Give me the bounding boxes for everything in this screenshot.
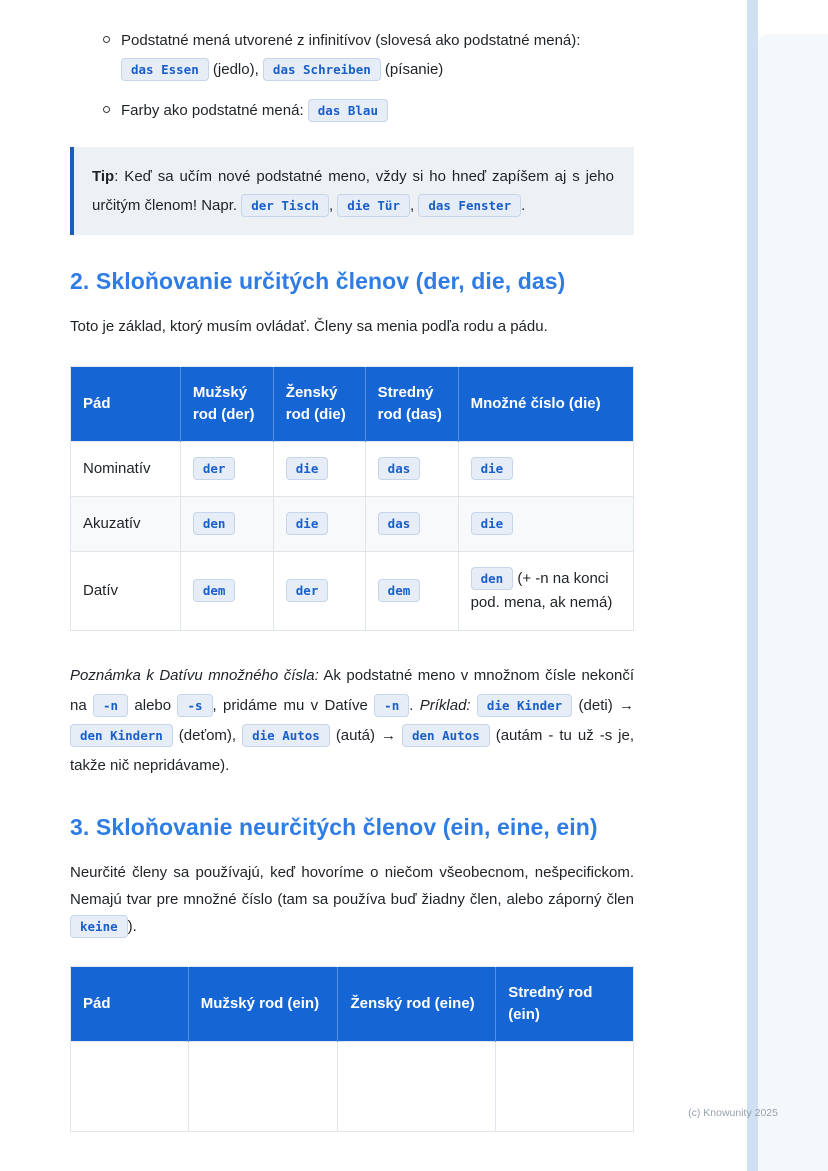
section-3-intro — [70, 859, 634, 940]
table-row-akuzativ — [71, 497, 634, 552]
list-item-text — [121, 32, 580, 78]
case-label-cell: Nominatív — [71, 442, 181, 497]
header-cell-feminine: Ženský rod (eine) — [338, 967, 496, 1042]
table-row-partial — [71, 1042, 634, 1132]
text-segment: (písanie) — [380, 61, 444, 78]
text-segment: alebo — [128, 697, 178, 714]
header-cell-pad: Pád — [71, 967, 189, 1042]
table-header-row — [71, 367, 634, 442]
article-cell — [180, 497, 273, 552]
indefinite-articles-table — [70, 966, 634, 1132]
text-segment: (autá) → — [329, 727, 402, 744]
text-segment: ). — [127, 918, 137, 935]
list-item-text — [121, 102, 388, 119]
inline-code-chip: das — [378, 457, 421, 480]
text-segment: , — [328, 197, 338, 214]
inline-code-chip: -n — [374, 694, 409, 717]
inline-code-chip: den — [193, 512, 236, 535]
text-segment: : Keď sa učím nové podstatné meno, vždy si ho hneď zapíšem aj s jeho určitým členom! Napr. — [92, 168, 614, 214]
inline-code-chip: den Kindern — [70, 724, 173, 747]
header-cell-masculine: Mužský rod (der) — [180, 367, 273, 442]
header-cell-feminine: Ženský rod (die) — [273, 367, 365, 442]
text-segment: Ak podstatné meno v množnom čísle nekončí na — [70, 667, 635, 714]
inline-code-chip: die Tür — [337, 194, 410, 217]
definite-articles-table — [70, 366, 634, 631]
text-segment: Farby ako podstatné mená: — [121, 102, 308, 119]
case-label-cell — [71, 1042, 189, 1132]
inline-code-chip: die Autos — [242, 724, 330, 747]
inline-code-chip: keine — [70, 915, 128, 938]
article-cell — [458, 442, 633, 497]
article-cell — [338, 1042, 496, 1132]
noun-rules-list — [70, 26, 634, 125]
tip-text — [92, 162, 614, 220]
section-3-heading: 3. Skloňovanie neurčitých členov (ein, eine, ein) — [70, 814, 598, 840]
bullet-circle-icon — [103, 36, 110, 43]
footer-credit: (c) Knowunity 2025 — [688, 1107, 778, 1119]
text-segment: (deti) → — [572, 697, 635, 714]
text-segment: Podstatné mená utvorené z infinitívov (slovesá ako podstatné mená): — [121, 32, 581, 49]
inline-code-chip: die — [286, 512, 329, 535]
inline-code-chip: -s — [177, 694, 212, 717]
inline-code-chip: dem — [378, 579, 421, 602]
bullet-circle-icon — [103, 106, 110, 113]
list-item — [70, 26, 634, 84]
text-segment: Príklad: — [419, 697, 471, 714]
text-segment: . — [409, 697, 420, 714]
article-cell — [273, 442, 365, 497]
next-page-edge — [758, 34, 828, 1171]
table-row-nominativ — [71, 442, 634, 497]
tip-box — [70, 147, 634, 235]
article-cell — [273, 552, 365, 631]
case-label-cell: Akuzatív — [71, 497, 181, 552]
inline-code-chip: der — [286, 579, 329, 602]
inline-code-chip: die Kinder — [477, 694, 572, 717]
article-cell — [365, 442, 458, 497]
article-cell — [496, 1042, 634, 1132]
text-segment: (autám - tu už -s je, takže nič nepridávame). — [70, 727, 635, 774]
dative-note-paragraph — [70, 661, 634, 781]
scrollbar-track[interactable] — [747, 0, 758, 1171]
inline-code-chip: den — [471, 567, 514, 590]
text-segment: (deťom), — [172, 727, 243, 744]
plural-note: (+ -n na konci pod. mena, ak nemá) — [470, 570, 613, 611]
header-cell-masculine: Mužský rod (ein) — [188, 967, 338, 1042]
inline-code-chip: das — [378, 512, 421, 535]
text-segment: (jedlo), — [208, 61, 263, 78]
table-row-dativ — [71, 552, 634, 631]
inline-code-chip: die — [286, 457, 329, 480]
text-segment: Neurčité členy sa používajú, keď hovoríme o niečom všeobecnom, nešpecifickom. Nemajú tvar pre množné číslo (tam sa používa buď žiadny člen, alebo záporný člen — [70, 864, 634, 908]
article-cell — [365, 552, 458, 631]
text-segment: . — [521, 197, 526, 214]
article-cell — [180, 442, 273, 497]
inline-code-chip: dem — [193, 579, 236, 602]
section-2-heading: 2. Skloňovanie určitých členov (der, die, das) — [70, 268, 566, 294]
section-2-intro: Toto je základ, ktorý musím ovládať. Členy sa menia podľa rodu a pádu. — [70, 318, 548, 335]
inline-code-chip: der — [193, 457, 236, 480]
text-segment: , pridáme mu v Datíve — [212, 697, 375, 714]
inline-code-chip: der Tisch — [241, 194, 329, 217]
inline-code-chip: den Autos — [402, 724, 490, 747]
article-cell — [180, 552, 273, 631]
document-content — [70, 26, 634, 1132]
header-cell-neuter: Stredný rod (ein) — [496, 967, 634, 1042]
header-cell-plural: Množné číslo (die) — [458, 367, 633, 442]
header-cell-pad: Pád — [71, 367, 181, 442]
inline-code-chip: die — [471, 457, 514, 480]
article-cell — [365, 497, 458, 552]
header-cell-neuter: Stredný rod (das) — [365, 367, 458, 442]
text-segment: , — [409, 197, 419, 214]
case-label-cell: Datív — [71, 552, 181, 631]
text-segment: Poznámka k Datívu množného čísla: — [70, 667, 319, 684]
inline-code-chip: das Schreiben — [263, 58, 381, 81]
text-segment: Tip — [92, 168, 115, 185]
table-header-row — [71, 967, 634, 1042]
article-cell — [273, 497, 365, 552]
article-cell — [458, 552, 633, 631]
article-cell — [188, 1042, 338, 1132]
article-cell — [458, 497, 633, 552]
inline-code-chip: das Blau — [308, 99, 388, 122]
inline-code-chip: das Essen — [121, 58, 209, 81]
inline-code-chip: die — [471, 512, 514, 535]
inline-code-chip: -n — [93, 694, 128, 717]
list-item — [70, 96, 634, 125]
text-segment — [471, 697, 477, 714]
inline-code-chip: das Fenster — [418, 194, 521, 217]
